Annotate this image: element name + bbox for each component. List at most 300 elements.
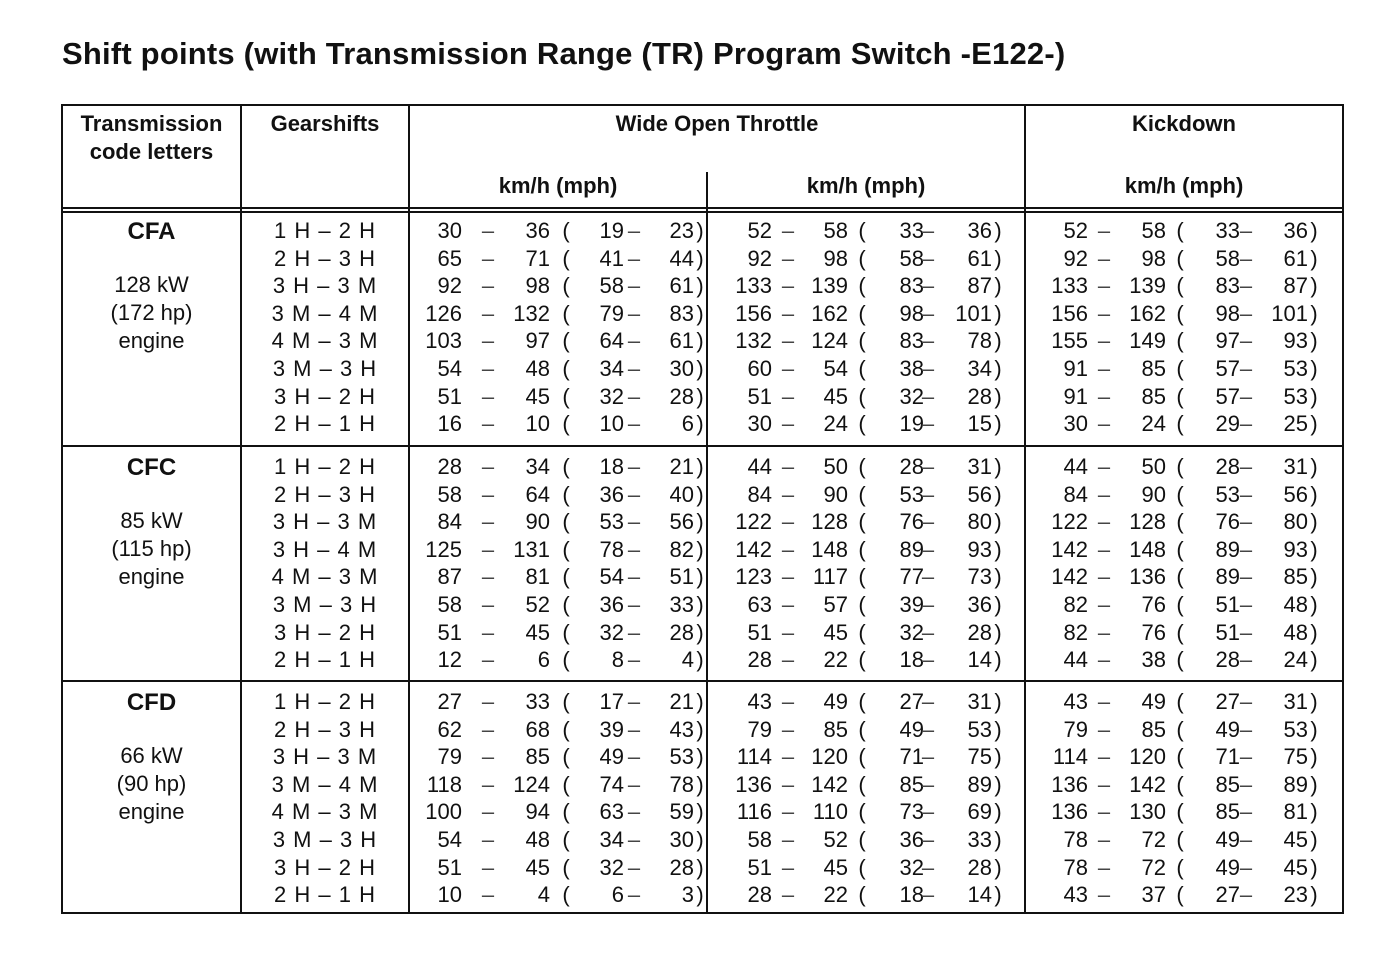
wot2-kmh-from: 28 [747,882,772,908]
wot1-mph-from: 41 [599,245,624,271]
wot2-kmh-from: 51 [747,383,772,409]
wot1-kmh-to: 33 [525,689,550,714]
close-paren: ) [994,328,1002,354]
open-paren: ( [858,383,866,409]
wot1-mph-to: 82 [669,536,694,562]
range-dash: – [1097,771,1111,797]
open-paren: ( [562,411,570,437]
kd-kmh-to: 90 [1141,481,1166,507]
close-paren: ) [1310,245,1318,271]
kd-mph-to: 80 [1283,509,1308,535]
table-row [0,591,1392,619]
range-dash: – [627,383,641,409]
range-dash: – [627,300,641,326]
range-dash: – [781,799,795,825]
open-paren: ( [858,536,866,562]
open-paren: ( [562,245,570,271]
kd-kmh-to: 120 [1129,744,1166,770]
range-dash: – [1239,882,1253,908]
open-paren: ( [1176,619,1184,645]
wot1-mph-from: 34 [599,827,624,852]
wot2-mph-to: 73 [967,564,992,590]
engine-power-kw: 128 kW [114,272,189,297]
open-paren: ( [858,454,866,479]
gearshift-cell: 2 H – 3 H [274,245,376,271]
close-paren: ) [994,619,1002,645]
range-dash: – [1097,647,1111,673]
wot2-kmh-to: 85 [823,716,848,742]
header-wot: Wide Open Throttle [615,111,819,136]
open-paren: ( [1176,245,1184,271]
range-dash: – [627,827,641,852]
wot1-mph-to: 30 [669,827,694,852]
range-dash: – [921,411,935,437]
wot1-mph-from: 8 [611,647,624,673]
range-dash: – [481,827,495,852]
kd-mph-to: 75 [1283,744,1308,770]
open-paren: ( [562,564,570,590]
wot1-kmh-to: 45 [525,619,550,645]
wot2-kmh-to: 162 [811,300,848,326]
kd-mph-from: 89 [1215,536,1240,562]
wot1-mph-from: 32 [599,619,624,645]
range-dash: – [921,564,935,590]
range-dash: – [781,716,795,742]
range-dash: – [921,328,935,354]
wot2-mph-to: 87 [967,273,992,299]
wot2-kmh-to: 57 [823,592,848,617]
open-paren: ( [562,356,570,381]
gearshift-cell: 1 H – 2 H [274,689,376,714]
kd-kmh-to: 130 [1129,799,1166,825]
close-paren: ) [994,854,1002,880]
kd-mph-from: 76 [1215,509,1240,535]
wot1-kmh-to: 124 [513,771,550,797]
range-dash: – [781,689,795,714]
wot1-mph-from: 58 [599,273,624,299]
wot1-mph-to: 40 [669,481,694,507]
wot1-mph-to: 53 [669,744,694,770]
wot1-kmh-to: 4 [537,882,550,908]
gearshift-cell: 3 M – 3 H [272,356,378,381]
range-dash: – [781,771,795,797]
table-row [0,410,1392,438]
gearshift-cell: 4 M – 3 M [271,564,379,590]
header-kickdown: Kickdown [1132,111,1236,136]
wot1-kmh-from: 51 [437,854,462,880]
wot2-mph-to: 80 [967,509,992,535]
wot2-kmh-to: 117 [812,564,848,590]
range-dash: – [1239,744,1253,770]
wot2-mph-to: 78 [967,328,992,354]
wot2-mph-to: 28 [967,854,992,880]
wot2-mph-from: 77 [899,564,924,590]
kd-mph-from: 49 [1215,827,1240,852]
gearshift-cell: 3 H – 3 M [272,509,378,535]
transmission-code: CFC [126,454,177,481]
range-dash: – [627,481,641,507]
wot1-mph-from: 39 [599,716,624,742]
wot1-mph-to: 30 [669,356,694,381]
wot1-mph-to: 21 [669,689,694,714]
range-dash: – [1097,854,1111,880]
close-paren: ) [696,689,704,714]
close-paren: ) [1310,328,1318,354]
wot2-kmh-to: 90 [823,481,848,507]
range-dash: – [627,509,641,535]
range-dash: – [627,273,641,299]
kd-kmh-to: 38 [1141,647,1166,673]
wot1-kmh-from: 28 [437,454,462,479]
wot1-kmh-to: 6 [537,647,550,673]
gearshift-cell: 3 M – 3 H [272,592,378,617]
open-paren: ( [562,619,570,645]
range-dash: – [627,744,641,770]
wot1-mph-from: 32 [599,854,624,880]
range-dash: – [627,411,641,437]
kd-mph-to: 24 [1283,647,1308,673]
range-dash: – [921,854,935,880]
open-paren: ( [858,411,866,437]
close-paren: ) [696,744,704,770]
range-dash: – [481,356,495,381]
range-dash: – [1239,481,1253,507]
kd-mph-from: 49 [1215,854,1240,880]
close-paren: ) [1310,619,1318,645]
wot1-kmh-to: 68 [525,716,550,742]
kd-mph-from: 83 [1215,273,1240,299]
range-dash: – [781,328,795,354]
range-dash: – [627,854,641,880]
open-paren: ( [562,689,570,714]
open-paren: ( [858,481,866,507]
wot2-mph-from: 73 [899,799,924,825]
wot2-kmh-from: 122 [735,509,772,535]
open-paren: ( [1176,716,1184,742]
range-dash: – [921,744,935,770]
range-dash: – [781,218,795,243]
engine-power-kw: 66 kW [120,743,183,768]
wot2-mph-from: 71 [899,744,924,770]
wot1-kmh-to: 81 [525,564,550,590]
range-dash: – [921,536,935,562]
kd-mph-to: 48 [1283,592,1308,617]
open-paren: ( [562,218,570,243]
wot1-kmh-to: 52 [525,592,550,617]
open-paren: ( [858,245,866,271]
kd-kmh-from: 92 [1063,245,1088,271]
kd-kmh-from: 136 [1051,771,1088,797]
wot2-kmh-from: 44 [747,454,772,479]
close-paren: ) [1310,854,1318,880]
wot2-kmh-to: 49 [823,689,848,714]
open-paren: ( [562,300,570,326]
transmission-code: CFD [126,689,177,716]
gearshift-cell: 2 H – 3 H [274,481,376,507]
range-dash: – [627,245,641,271]
range-dash: – [627,218,641,243]
open-paren: ( [858,592,866,617]
wot2-mph-from: 32 [899,854,924,880]
close-paren: ) [1310,383,1318,409]
wot2-kmh-from: 142 [735,536,772,562]
table-row [0,327,1392,355]
gearshift-cell: 3 M – 4 M [271,771,379,797]
open-paren: ( [858,619,866,645]
open-paren: ( [858,882,866,908]
wot1-mph-to: 33 [669,592,694,617]
kd-kmh-from: 114 [1052,744,1088,770]
kd-mph-from: 57 [1215,383,1240,409]
range-dash: – [481,619,495,645]
close-paren: ) [696,619,704,645]
unit-header-kickdown: km/h (mph) [1124,173,1244,198]
wot2-mph-from: 19 [899,411,924,437]
close-paren: ) [696,827,704,852]
close-paren: ) [1310,771,1318,797]
wot1-mph-from: 36 [599,481,624,507]
engine-label: engine [118,564,185,589]
wot2-mph-to: 69 [967,799,992,825]
kd-kmh-from: 30 [1063,411,1088,437]
kd-kmh-to: 76 [1141,592,1166,617]
range-dash: – [1239,592,1253,617]
kd-mph-from: 28 [1215,647,1240,673]
transmission-code: CFA [127,218,176,245]
table-row [0,619,1392,647]
range-dash: – [781,827,795,852]
open-paren: ( [1176,689,1184,714]
range-dash: – [1239,273,1253,299]
range-dash: – [627,716,641,742]
range-dash: – [921,481,935,507]
gearshift-cell: 3 M – 4 M [271,300,379,326]
kd-mph-to: 36 [1283,218,1308,243]
range-dash: – [481,509,495,535]
close-paren: ) [994,689,1002,714]
range-dash: – [1239,245,1253,271]
range-dash: – [921,454,935,479]
group-divider [61,445,1344,447]
open-paren: ( [858,689,866,714]
open-paren: ( [1176,771,1184,797]
open-paren: ( [1176,300,1184,326]
kd-mph-to: 31 [1283,454,1308,479]
range-dash: – [781,854,795,880]
wot1-mph-from: 78 [599,536,624,562]
unit-header-wot-1: km/h (mph) [498,173,618,198]
wot1-kmh-to: 45 [525,383,550,409]
range-dash: – [1097,481,1111,507]
wot2-mph-to: 28 [967,619,992,645]
wot2-kmh-to: 24 [823,411,848,437]
range-dash: – [921,383,935,409]
range-dash: – [1097,689,1111,714]
kd-kmh-from: 43 [1063,882,1088,908]
wot2-mph-to: 34 [967,356,992,381]
range-dash: – [1097,454,1111,479]
close-paren: ) [994,536,1002,562]
kd-mph-to: 53 [1283,716,1308,742]
kd-mph-from: 27 [1215,882,1240,908]
wot2-mph-from: 32 [899,619,924,645]
wot1-mph-to: 28 [669,854,694,880]
kd-mph-from: 53 [1215,481,1240,507]
kd-kmh-to: 72 [1141,854,1166,880]
gearshift-cell: 3 M – 3 H [272,827,378,852]
range-dash: – [781,509,795,535]
range-dash: – [1097,882,1111,908]
close-paren: ) [994,592,1002,617]
table-row [0,743,1392,771]
close-paren: ) [994,509,1002,535]
open-paren: ( [562,536,570,562]
range-dash: – [1239,536,1253,562]
wot1-kmh-to: 94 [525,799,550,825]
engine-power-hp: (115 hp) [111,536,192,561]
range-dash: – [627,536,641,562]
range-dash: – [1239,619,1253,645]
wot1-kmh-from: 30 [437,218,462,243]
kd-kmh-from: 44 [1063,647,1088,673]
wot1-kmh-from: 12 [437,647,462,673]
range-dash: – [1239,454,1253,479]
kd-mph-from: 51 [1215,619,1240,645]
close-paren: ) [994,454,1002,479]
wot2-mph-to: 14 [967,647,992,673]
wot1-mph-from: 34 [599,356,624,381]
wot1-mph-from: 32 [599,383,624,409]
wot1-mph-to: 61 [669,328,694,354]
range-dash: – [627,799,641,825]
open-paren: ( [858,744,866,770]
open-paren: ( [1176,383,1184,409]
range-dash: – [921,882,935,908]
group-divider [61,680,1344,682]
range-dash: – [481,689,495,714]
wot2-mph-to: 93 [967,536,992,562]
close-paren: ) [696,799,704,825]
range-dash: – [627,564,641,590]
wot2-mph-from: 76 [899,509,924,535]
wot2-mph-to: 101 [955,300,992,326]
wot1-mph-to: 44 [669,245,694,271]
open-paren: ( [1176,564,1184,590]
close-paren: ) [696,854,704,880]
wot1-mph-from: 79 [599,300,624,326]
kd-kmh-to: 49 [1141,689,1166,714]
gearshift-cell: 3 H – 3 M [272,744,378,770]
range-dash: – [1239,827,1253,852]
kd-kmh-to: 37 [1141,882,1166,908]
close-paren: ) [1310,536,1318,562]
close-paren: ) [696,454,704,479]
range-dash: – [921,592,935,617]
wot1-kmh-to: 48 [525,827,550,852]
engine-power-hp: (172 hp) [110,300,193,325]
wot1-kmh-from: 16 [437,411,462,437]
kd-kmh-from: 79 [1063,716,1088,742]
wot2-kmh-to: 54 [823,356,848,381]
kd-mph-from: 33 [1215,218,1240,243]
close-paren: ) [696,509,704,535]
range-dash: – [921,647,935,673]
range-dash: – [481,799,495,825]
range-dash: – [781,300,795,326]
kd-mph-from: 98 [1215,300,1240,326]
range-dash: – [481,481,495,507]
wot2-kmh-from: 63 [747,592,772,617]
wot2-kmh-from: 114 [736,744,772,770]
wot1-mph-from: 17 [599,689,624,714]
wot1-kmh-from: 79 [437,744,462,770]
open-paren: ( [562,481,570,507]
kd-kmh-from: 142 [1051,536,1088,562]
close-paren: ) [1310,273,1318,299]
open-paren: ( [858,328,866,354]
gearshift-cell: 2 H – 3 H [274,716,376,742]
open-paren: ( [562,771,570,797]
wot2-kmh-to: 22 [823,882,848,908]
range-dash: – [1097,536,1111,562]
gearshift-cell: 1 H – 2 H [274,218,376,243]
wot1-mph-to: 56 [669,509,694,535]
kd-mph-from: 29 [1215,411,1240,437]
wot2-mph-from: 27 [899,689,924,714]
engine-power-hp: (90 hp) [116,771,187,796]
range-dash: – [1097,273,1111,299]
kd-kmh-from: 82 [1063,619,1088,645]
range-dash: – [627,328,641,354]
kd-mph-from: 85 [1215,799,1240,825]
wot1-mph-to: 23 [669,218,694,243]
gearshift-cell: 3 H – 2 H [274,619,376,645]
range-dash: – [627,771,641,797]
wot2-kmh-from: 136 [735,771,772,797]
kd-kmh-to: 162 [1129,300,1166,326]
wot1-mph-to: 6 [681,411,694,437]
open-paren: ( [1176,854,1184,880]
close-paren: ) [1310,827,1318,852]
wot1-kmh-from: 87 [437,564,462,590]
wot1-mph-from: 64 [599,328,624,354]
range-dash: – [481,218,495,243]
range-dash: – [1097,744,1111,770]
wot1-mph-to: 51 [669,564,694,590]
open-paren: ( [1176,411,1184,437]
close-paren: ) [994,771,1002,797]
range-dash: – [1239,647,1253,673]
kd-mph-from: 27 [1215,689,1240,714]
range-dash: – [781,356,795,381]
open-paren: ( [562,454,570,479]
table-row [0,854,1392,882]
range-dash: – [1239,356,1253,381]
kd-mph-from: 51 [1215,592,1240,617]
range-dash: – [921,356,935,381]
unit-header-wot-2: km/h (mph) [806,173,926,198]
close-paren: ) [1310,356,1318,381]
open-paren: ( [1176,273,1184,299]
close-paren: ) [994,383,1002,409]
wot2-mph-to: 89 [967,771,992,797]
range-dash: – [481,273,495,299]
kd-kmh-from: 91 [1063,383,1088,409]
wot2-mph-to: 56 [967,481,992,507]
table-row [0,798,1392,826]
open-paren: ( [562,509,570,535]
kd-kmh-to: 98 [1141,245,1166,271]
